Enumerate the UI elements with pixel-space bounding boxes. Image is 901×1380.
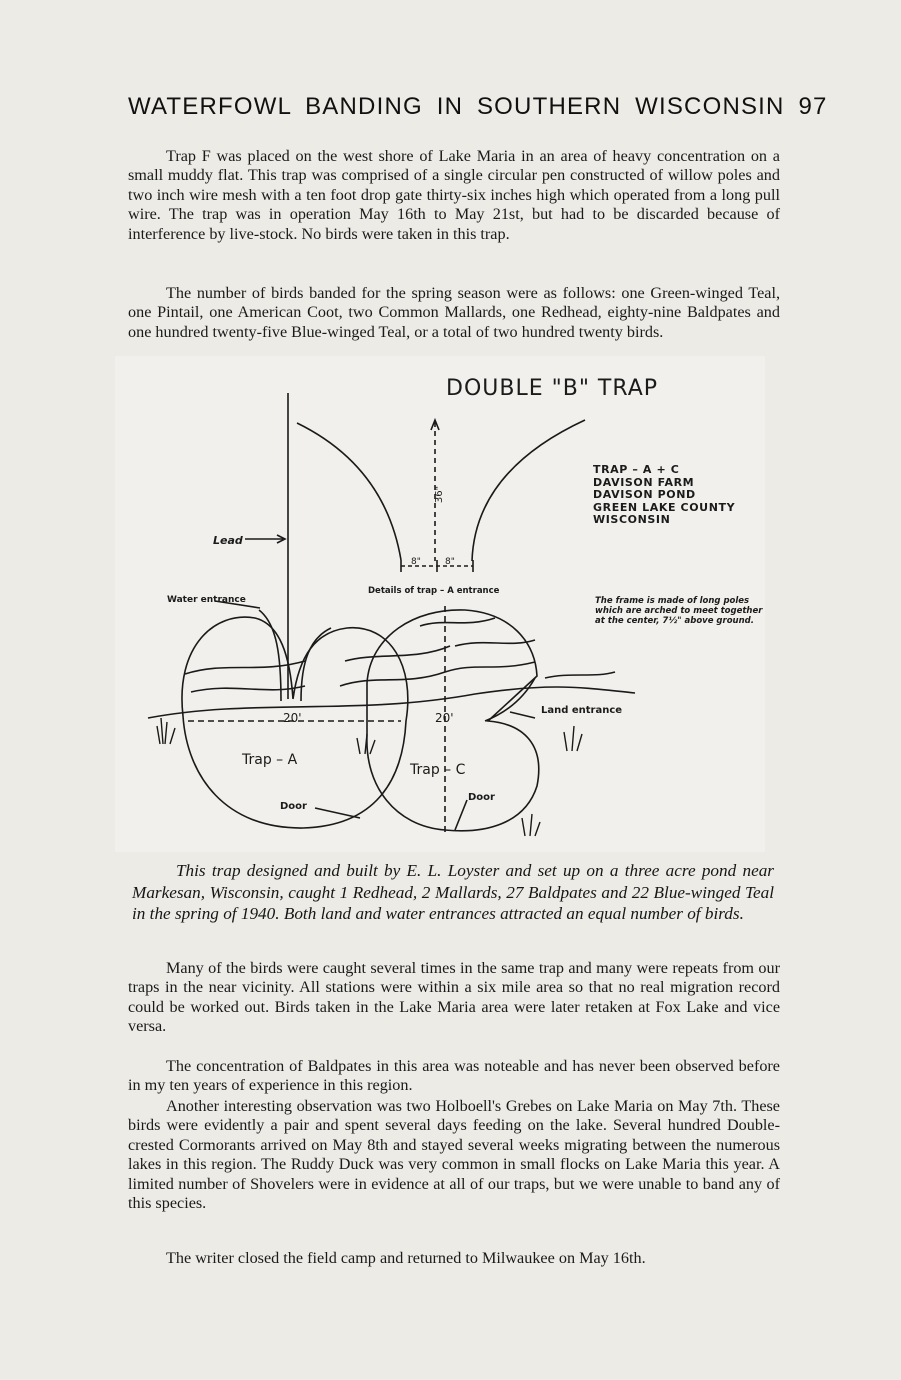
page-number: 97 <box>798 93 828 120</box>
funnel-left <box>297 423 401 560</box>
wave <box>420 618 495 626</box>
trap-a-water-funnel-right <box>301 628 331 701</box>
info-line: DAVISON FARM <box>593 475 695 489</box>
note-line: The frame is made of long poles <box>595 596 750 606</box>
reed-icon <box>157 718 175 744</box>
note-line: at the center, 7½" above ground. <box>595 616 754 626</box>
label-water-entrance: Water entrance <box>167 595 246 605</box>
trap-diagram-figure <box>115 356 765 852</box>
header-title: WATERFOWL BANDING IN SOUTHERN WISCONSIN <box>128 93 785 120</box>
info-line: WISCONSIN <box>593 513 671 526</box>
label-dimension-8-left: 8" <box>411 557 421 567</box>
label-door-a: Door <box>280 801 307 812</box>
paragraph-trap-f: Trap F was placed on the west shore of Lake Maria in an area of heavy concentration on a small muddy flat. This trap was comprised of a single circular pen constructed of willow poles and two inch wire mesh with a ten foot drop gate thirty-six inches high which operated from a long pull wire. The trap was in operation May 16th to May 21st, but had to be discarded because of interference by live-stock. No birds were taken in this trap. <box>128 147 780 243</box>
label-trap-a: Trap – A <box>242 752 298 768</box>
label-dimension-36: 36" <box>434 485 446 504</box>
paragraph-closing: The writer closed the field camp and returned to Milwaukee on May 16th. <box>166 1249 646 1267</box>
info-line: DAVISON POND <box>593 488 696 501</box>
info-line: GREEN LAKE COUNTY <box>593 500 736 514</box>
note-line: which are arched to meet together <box>595 606 763 616</box>
figure-title: DOUBLE "B" TRAP <box>446 376 659 401</box>
label-trap-c: Trap – C <box>410 762 466 778</box>
wave <box>545 672 615 678</box>
label-dimension-20-a: 20' <box>283 711 302 725</box>
frame-note <box>595 596 762 626</box>
funnel-right <box>472 420 585 561</box>
label-entrance-details: Details of trap – A entrance <box>368 586 500 596</box>
paragraph-repeats: Many of the birds were caught several times in the same trap and many were repeats from our traps in the near vicinity. All stations were within a six mile area so that no real migration record could be worked out. Birds taken in the Lake Maria area were later retaken at Fox Lake and vice versa. <box>128 959 780 1036</box>
label-land-entrance: Land entrance <box>541 705 623 716</box>
land-entrance-leader <box>510 712 535 718</box>
wave <box>455 640 535 646</box>
paragraph-spring-totals: The number of birds banded for the spring season were as follows: one Green-winged Teal, one Pintail, one American Coot, two Common Mallards, one Redhead, eighty-nine Baldpates and one hundred twenty-five Blue-winged Teal, or a total of two hundred twenty birds. <box>128 284 780 341</box>
wave <box>340 662 535 686</box>
label-lead: Lead <box>213 534 243 547</box>
running-header <box>128 93 828 121</box>
trap-location-info <box>593 464 735 527</box>
figure-caption: This trap designed and built by E. L. Loyster and set up on a three acre pond near Markesan, Wisconsin, caught 1 Redhead, 2 Mallards, 27 Baldpates and 22 Blue-winged Teal in the spring of 1940. Both land and water entrances attracted an equal number of birds. <box>132 861 774 923</box>
label-dimension-20-c: 20' <box>435 711 454 725</box>
reed-icon <box>564 726 582 751</box>
door-leader-c <box>455 800 467 830</box>
info-line: TRAP – A + C <box>593 463 680 476</box>
trap-a-water-funnel <box>259 610 281 701</box>
wave <box>185 661 305 674</box>
paragraph-baldpates: The concentration of Baldpates in this area was noteable and has never been observed before in my ten years of experience in this region. <box>128 1057 780 1095</box>
reed-icon <box>522 814 540 836</box>
label-door-c: Door <box>468 792 495 803</box>
label-dimension-8-right: 8" <box>445 557 455 567</box>
door-leader-a <box>315 808 360 818</box>
paragraph-observations: Another interesting observation was two Holboell's Grebes on Lake Maria on May 7th. These birds were evidently a pair and spent several days feeding on the lake. Several hundred Double-crested Cormorants arrived on May 8th and stayed several weeks migrating between the numerous lakes in this region. The Ruddy Duck was very common in small flocks on Lake Maria this year. A limited number of Shovelers were in evidence at all of our traps, but we were unable to band any of this species. <box>128 1097 780 1213</box>
reed-icon <box>357 734 375 754</box>
